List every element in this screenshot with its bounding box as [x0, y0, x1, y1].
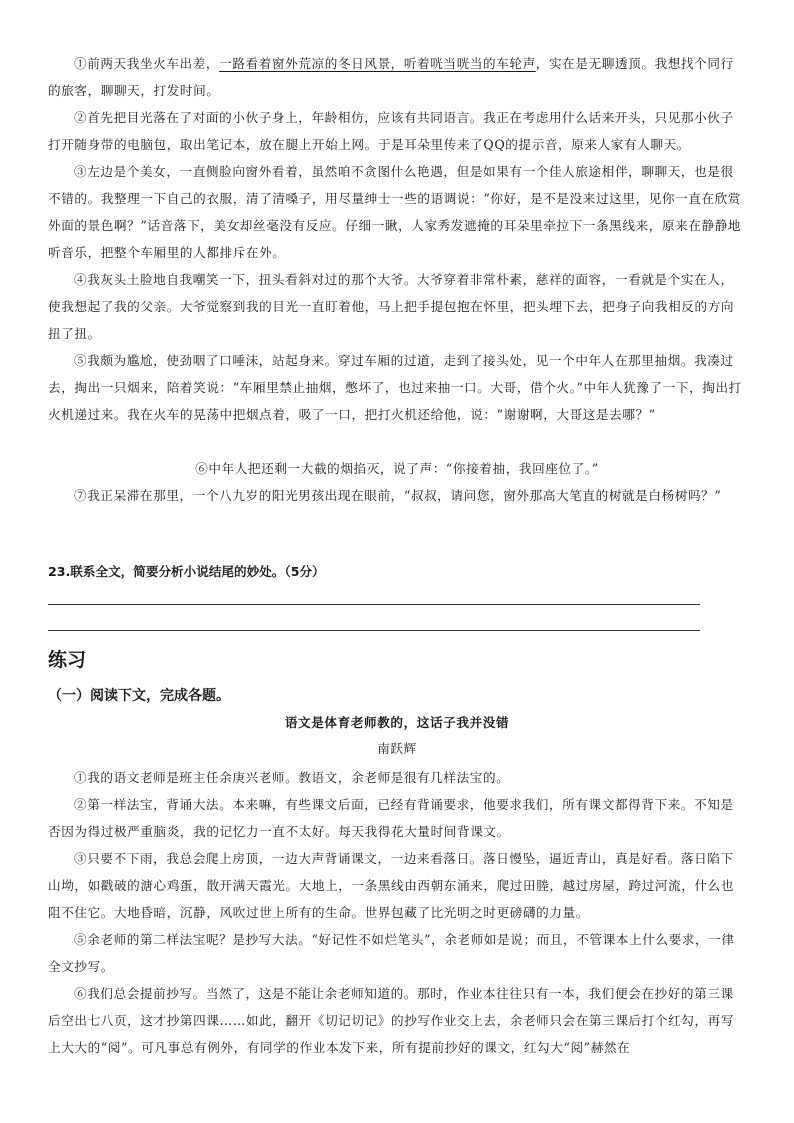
sub-heading: （一）阅读下文，完成各题。 [48, 688, 230, 704]
story-paragraph-6: ⑥中年人把还剩一大截的烟掐灭，说了声：“你接着抽，我回座位了。” [195, 461, 599, 476]
practice-paragraph-5: ⑤余老师的第二样法宝呢？是抄写大法。“好记性不如烂笔头”，余老师如是说；而且，不管课本上什么要求，一律全文抄写。 [48, 932, 735, 974]
story-paragraph-3: ③左边是个美女，一直侧脸向窗外看着，虽然咱不贪图什么艳遇，但是如果有一个佳人旅途相伴，聊聊天，也是很不错的。我整理一下自己的衣服，清了清嗓子，用尽量绅士一些的语调说：“你好，是不是没来过这里，见你一直在欣赏外面的景色啊？”话音落下，美女却丝毫没有反应。仔细一瞅，人家秀发遮掩的耳朵里牵拉下一条黑线来，原来在静静地听音乐，把整个车厢里的人都排斥在外。 [48, 164, 742, 260]
article-title: 语文是体育老师教的，这话子我并没错 [284, 715, 510, 730]
story-paragraph-1-lead: ①前两天我坐火车出差， [74, 56, 220, 71]
story-paragraph-2: ②首先把目光落在了对面的小伙子身上，年龄相仿，应该有共同语言。我正在考虑用什么话来开头，只见那小伙子打开随身带的电脑包，取出笔记本，放在腿上开始上网。于是耳朵里传来了QQ的提示音，原来人家有人聊天。 [48, 110, 734, 152]
answer-line-2[interactable] [48, 630, 700, 631]
story-paragraph-1 [48, 50, 746, 104]
practice-paragraph-2: ②第一样法宝，背诵大法。本来嘛，有些课文后面，已经有背诵要求，他要求我们，所有课文都得背下来。不知是否因为得过极严重脑炎，我的记忆力一直不太好。每天我得花大量时间背课文。 [48, 797, 734, 839]
practice-paragraph-3: ③只要不下雨，我总会爬上房顶，一边大声背诵课文，一边来看落日。落日慢坠，逼近青山，真是好看。落日陷下山坳，如戳破的溏心鸡蛋，散开满天霞光。大地上，一条黑线由西朝东涌来，爬过田塍，越过房屋，跨过河流，什么也阻不住它。大地昏暗，沉静，风吹过世上所有的生命。世界包藏了比光明之时更磅礴的力量。 [48, 851, 735, 920]
story-paragraph-5: ⑤我颇为尴尬，使劲咽了口唾沫，站起身来。穿过车厢的过道，走到了接头处，见一个中年人在那里抽烟。我凑过去，掏出一只烟来，陪着笑说：“车厢里禁止抽烟，憋坏了，也过来抽一口。大哥，借个火。”中年人犹豫了一下，掏出打火机递过来。我在火车的晃荡中把烟点着，吸了一口，把打火机还给他，说：“谢谢啊，大哥这是去哪？” [48, 353, 742, 422]
story-paragraph-4: ④我灰头土脸地自我嘲笑一下，扭头看斜对过的那个大爷。大爷穿着非常朴素，慈祥的面容，一看就是个实在人，使我想起了我的父亲。大爷觉察到我的目光一直盯着他，马上把手提包抱在怀里，把头埋下去，把身子向我相反的方向扭了扭。 [48, 272, 735, 341]
answer-line-1[interactable] [48, 604, 700, 605]
story-paragraph-7: ⑦我正呆滞在那里，一个八九岁的阳光男孩出现在眼前，“叔叔，请问您，窗外那高大笔直的树就是白杨树吗？” [74, 488, 722, 503]
story-paragraph-1-rest: ，实在是无聊透顶。我想找个同行的旅客，聊聊天，打发时间。 [48, 56, 734, 98]
article-author: 南跃辉 [377, 741, 417, 756]
section-heading: 练习 [48, 649, 87, 671]
story-paragraph-1-underlined: 一路看着窗外荒凉的冬日风景，听着咣当咣当的车轮声 [219, 56, 536, 71]
practice-paragraph-1: ①我的语文老师是班主任余庚兴老师。教语文，余老师是很有几样法宝的。 [74, 770, 510, 785]
practice-paragraph-6: ⑥我们总会提前抄写。当然了，这是不能让余老师知道的。那时，作业本往往只有一本，我们便会在抄好的第三课后空出七八页，这才抄第四课……如此，翻开《切记切记》的抄写作业交上去，余老师只会在第三课后打个红勾，再写上大大的“阅”。可凡事总有例外，有同学的作业本发下来，所有提前抄好的课文，红勾大“阅”赫然在 [48, 986, 735, 1055]
question-23: 23.联系全文，简要分析小说结尾的妙处。（5分） [48, 564, 325, 579]
